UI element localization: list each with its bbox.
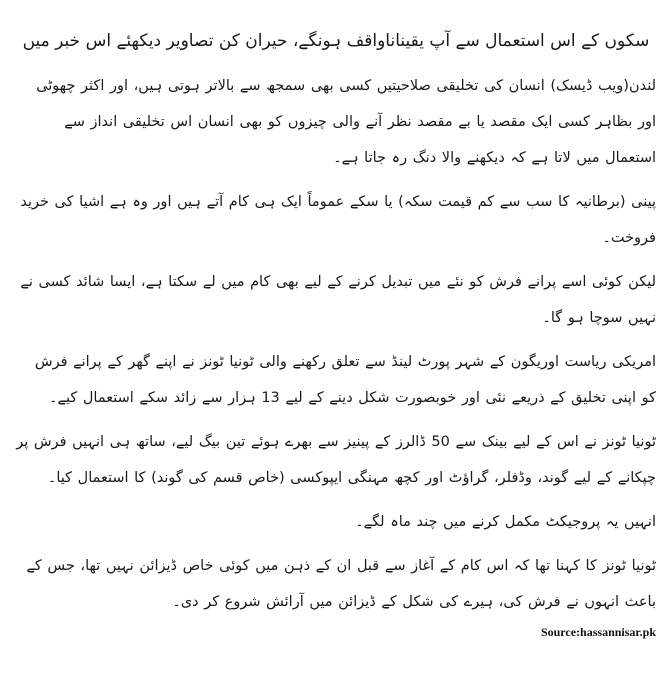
paragraph-oregon: امریکی ریاست اوریگون کے شہر پورٹ لینڈ سے تعلق رکھنے والی ٹونیا ٹونز نے اپنے گھر کے پرانے فرش کو اپنی تخلیق کے ذریعے نئی اور خوبصورت شکل دینے کے لیے 13 ہزار سے زائد سکے استعمال کیے۔ bbox=[34, 354, 656, 406]
source-credit: Source:hassannisar.pk bbox=[540, 625, 656, 639]
paragraph-penny: پینی (برطانیہ کا سب سے کم قیمت سکہ) یا سکے عموماً ایک ہی کام آتے ہیں اور وہ ہے اشیا کی خرید فروخت۔ bbox=[20, 194, 656, 246]
paragraph-intro: لندن(ویب ڈیسک) انسان کی تخلیقی صلاحیتیں کسی بھی سمجھ سے بالاتر ہوتی ہیں، اور اکثر چھوٹی اور بظاہر کسی ایک مقصد یا بے مقصد نظر آنے والی چیزوں کو بھی انسان اس تخلیقی انداز سے استعمال میں لاتا ہے کہ دیکھنے والا دنگ رہ جاتا ہے۔ bbox=[36, 78, 656, 166]
article bbox=[16, 28, 656, 628]
article-headline: سکوں کے اس استعمال سے آپ یقیناناواقف ہونگے، حیران کن تصاویر دیکھئے اس خبر میں bbox=[22, 31, 650, 51]
paragraph-materials: ٹونیا ٹونز نے اس کے لیے بینک سے 50 ڈالرز کے پینیز سے بھرے ہوئے تین بیگ لیے، ساتھ ہی انہیں فرش پر چپکانے کے لیے گوند، وڈفلر، گراؤٹ اور کچھ مہنگی ایپوکسی (خاص قسم کی گوند) کا استعمال کیا۔ bbox=[16, 434, 656, 486]
paragraph-duration: انہیں یہ پروجیکٹ مکمل کرنے میں چند ماہ لگے۔ bbox=[355, 514, 656, 530]
paragraph-floor-idea: لیکن کوئی اسے پرانے فرش کو نئے میں تبدیل کرنے کے لیے بھی کام میں لے سکتا ہے، ایسا شائد کسی نے نہیں سوچا ہو گا۔ bbox=[20, 274, 656, 326]
paragraph-design: ٹونیا ٹونز کا کہنا تھا کہ اس کام کے آغاز سے قبل ان کے ذہن میں کوئی خاص ڈیزائن نہیں تھا، جس کے باعث انہوں نے فرش کی، ہیرے کی شکل کے ڈیزائن میں آرائش شروع کر دی۔ bbox=[26, 558, 656, 610]
